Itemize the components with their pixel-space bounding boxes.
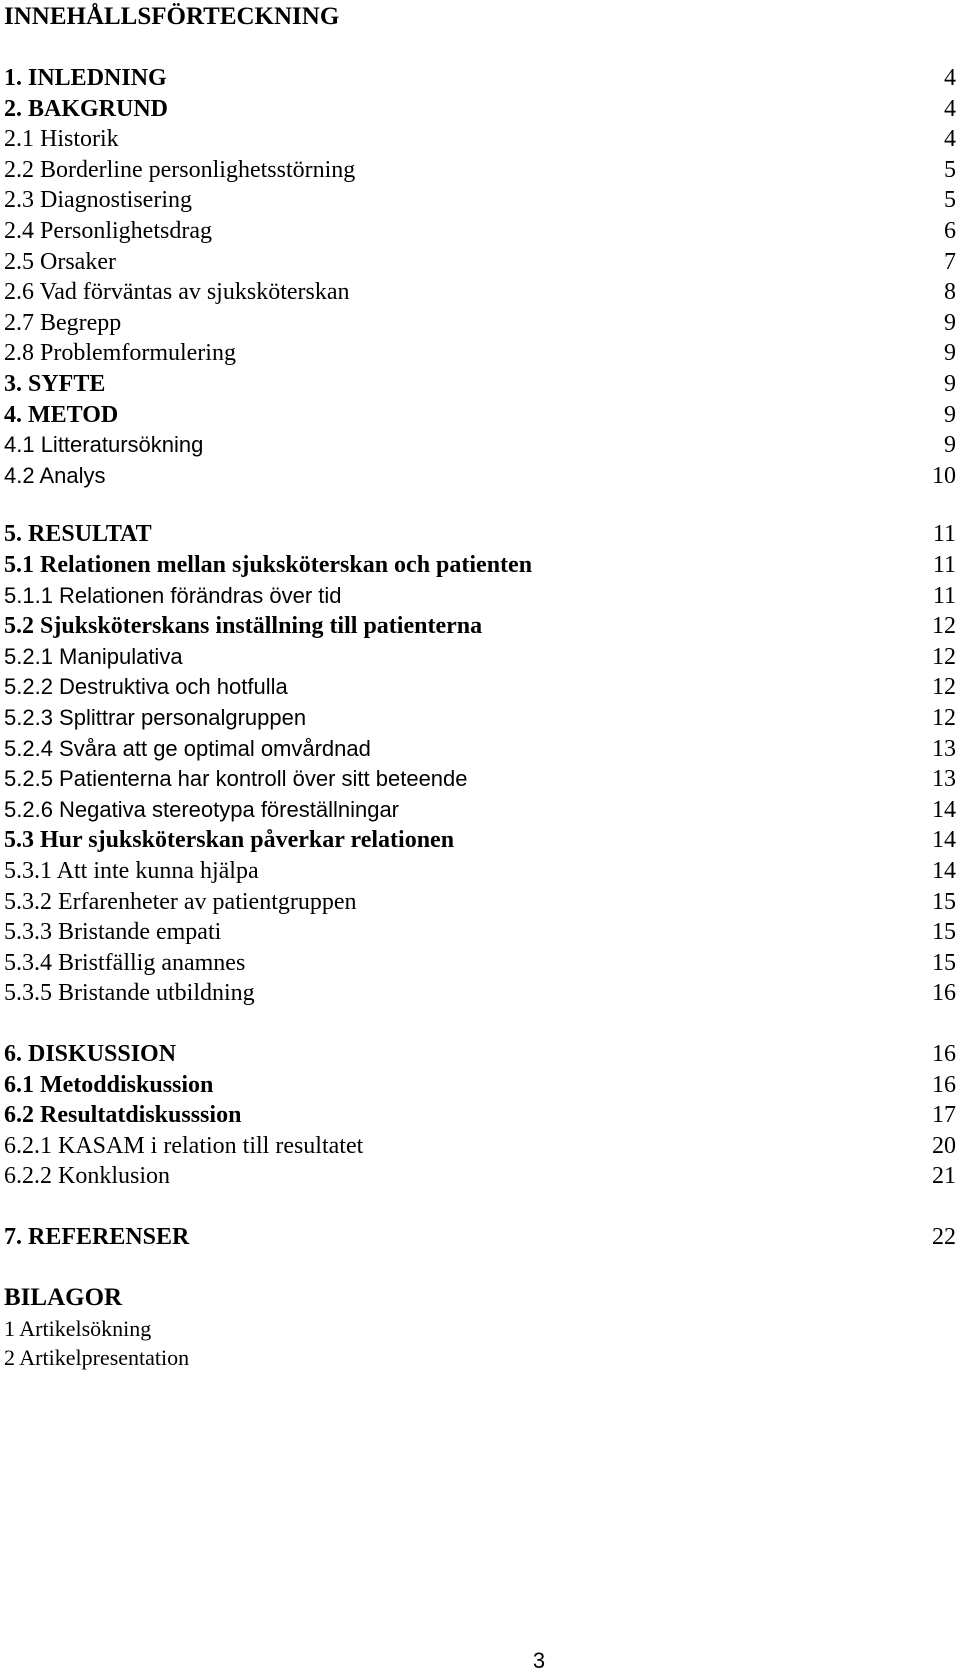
toc-entry [4, 154, 956, 186]
toc-entry-title: 4.1 Litteratursökning [4, 432, 204, 457]
toc-entry [4, 276, 956, 308]
toc-entry-page: 21 [932, 1163, 956, 1189]
toc-entry [4, 62, 956, 94]
toc-entry-title: 5.1.1 Relationen förändras över tid [4, 583, 342, 608]
toc-entry-title: 2.1 Historik [4, 126, 119, 152]
toc-entry-page: 17 [932, 1102, 956, 1128]
toc-entry-title: 4.2 Analys [4, 463, 106, 488]
toc-entry-title: 1. INLEDNING [4, 65, 167, 91]
toc-entry [4, 1069, 956, 1101]
toc-entry [4, 215, 956, 247]
toc-entry-page: 12 [932, 613, 956, 639]
toc-entry-page: 13 [932, 766, 956, 792]
toc-entry [4, 1130, 956, 1162]
toc-entry [4, 1221, 956, 1253]
toc-entry-page: 12 [932, 705, 956, 731]
toc-entry-title: 3. SYFTE [4, 371, 106, 397]
toc-entry [4, 733, 956, 765]
toc-entry-page: 9 [944, 340, 956, 366]
toc-entry-title: 5. RESULTAT [4, 521, 152, 547]
toc-entry-title: 5.3.4 Bristfällig anamnes [4, 950, 246, 976]
toc-entry-title: 7. REFERENSER [4, 1224, 190, 1250]
toc-entry-page: 8 [944, 279, 956, 305]
toc-entry-title: 2.5 Orsaker [4, 249, 116, 275]
toc-entry-page: 16 [932, 1041, 956, 1067]
toc-entry [4, 1160, 956, 1192]
toc-entry [4, 580, 956, 612]
toc-entry-page: 14 [932, 858, 956, 884]
toc-entry-page: 11 [932, 521, 956, 547]
toc-entry-title: 5.2.5 Patienterna har kontroll över sitt beteende [4, 766, 468, 791]
toc-entry-page: 4 [944, 126, 956, 152]
toc-entry-title: 5.3 Hur sjuksköterskan påverkar relationen [4, 827, 455, 853]
toc-entry [4, 1099, 956, 1131]
toc-entry-page: 9 [944, 402, 956, 428]
toc-entry [4, 916, 956, 948]
toc-entry [4, 93, 956, 125]
toc-entry-page: 9 [944, 310, 956, 336]
toc-entry-title: 2.7 Begrepp [4, 310, 122, 336]
toc-entry-title: 6.2.1 KASAM i relation till resultatet [4, 1133, 364, 1159]
toc-entry [4, 518, 956, 550]
toc-entry-title: 2.4 Personlighetsdrag [4, 218, 212, 244]
toc-entry-title: 2. BAKGRUND [4, 96, 169, 122]
bilagor-heading: BILAGOR [4, 1284, 123, 1311]
toc-entry-title: 5.1 Relationen mellan sjuksköterskan och patienten [4, 552, 533, 578]
toc-entry-page: 11 [932, 583, 956, 609]
toc-entry [4, 610, 956, 642]
toc-entry [4, 429, 956, 461]
toc-entry [4, 763, 956, 795]
toc-entry-title: 5.3.2 Erfarenheter av patientgruppen [4, 889, 357, 915]
toc-entry-title: 5.2.4 Svåra att ge optimal omvårdnad [4, 736, 371, 761]
toc-entry-page: 4 [944, 65, 956, 91]
toc-entry-page: 7 [944, 249, 956, 275]
toc-entry [4, 977, 956, 1009]
toc-entry [4, 886, 956, 918]
toc-entry-page: 9 [944, 432, 956, 458]
toc-entry [4, 794, 956, 826]
toc-entry [4, 702, 956, 734]
toc-entry-page: 15 [932, 919, 956, 945]
toc-entry [4, 337, 956, 369]
toc-entry-page: 16 [932, 1072, 956, 1098]
toc-entry-page: 12 [932, 644, 956, 670]
bilaga-item: 1 Artikelsökning [4, 1316, 152, 1341]
toc-entry-page: 5 [944, 157, 956, 183]
toc-entry [4, 123, 956, 155]
toc-entry-page: 6 [944, 218, 956, 244]
toc-entry-page: 15 [932, 889, 956, 915]
toc-entry-page: 4 [944, 96, 956, 122]
toc-entry-page: 15 [932, 950, 956, 976]
toc-entry [4, 671, 956, 703]
toc-entry [4, 184, 956, 216]
toc-entry-page: 14 [932, 797, 956, 823]
toc-entry-title: 5.2 Sjuksköterskans inställning till patienterna [4, 613, 483, 639]
toc-entry-title: 5.3.1 Att inte kunna hjälpa [4, 858, 259, 884]
toc-entry-page: 11 [932, 552, 956, 578]
toc-entry-page: 5 [944, 187, 956, 213]
toc-entry [4, 855, 956, 887]
toc-entry-title: 5.3.3 Bristande empati [4, 919, 222, 945]
toc-entry-page: 20 [932, 1133, 956, 1159]
toc-entry [4, 399, 956, 431]
bilaga-item: 2 Artikelpresentation [4, 1345, 190, 1370]
toc-entry-title: 5.2.2 Destruktiva och hotfulla [4, 674, 288, 699]
toc-entry-title: 5.3.5 Bristande utbildning [4, 980, 255, 1006]
toc-entry-page: 13 [932, 736, 956, 762]
toc-entry [4, 641, 956, 673]
toc-entry-page: 9 [944, 371, 956, 397]
toc-entry-title: 2.2 Borderline personlighetsstörning [4, 157, 356, 183]
toc-entry [4, 368, 956, 400]
toc-entry-title: 5.2.3 Splittrar personalgruppen [4, 705, 307, 730]
toc-entry-title: 6.2.2 Konklusion [4, 1163, 171, 1189]
page-number: 3 [532, 1648, 546, 1673]
toc-entry-title: 2.3 Diagnostisering [4, 187, 192, 213]
toc-entry-page: 22 [932, 1224, 956, 1250]
toc-entry-page: 10 [932, 463, 956, 489]
toc-entry-title: 5.2.6 Negativa stereotypa föreställningar [4, 797, 400, 822]
toc-entry [4, 246, 956, 278]
toc-entry [4, 947, 956, 979]
toc-entry [4, 460, 956, 492]
toc-entry-title: 6.1 Metoddiskussion [4, 1072, 214, 1098]
toc-entry-page: 14 [932, 827, 956, 853]
toc-entry-page: 12 [932, 674, 956, 700]
toc-heading: INNEHÅLLSFÖRTECKNING [4, 3, 340, 30]
toc-entry-title: 6. DISKUSSION [4, 1041, 177, 1067]
toc-entry-title: 2.6 Vad förväntas av sjuksköterskan [4, 279, 350, 305]
toc-entry [4, 307, 956, 339]
toc-entry-title: 2.8 Problemformulering [4, 340, 236, 366]
toc-entry [4, 549, 956, 581]
toc-entry [4, 1038, 956, 1070]
toc-entry-title: 6.2 Resultatdiskusssion [4, 1102, 242, 1128]
toc-entry-title: 5.2.1 Manipulativa [4, 644, 183, 669]
toc-entry [4, 824, 956, 856]
toc-entry-title: 4. METOD [4, 402, 119, 428]
toc-entry-page: 16 [932, 980, 956, 1006]
